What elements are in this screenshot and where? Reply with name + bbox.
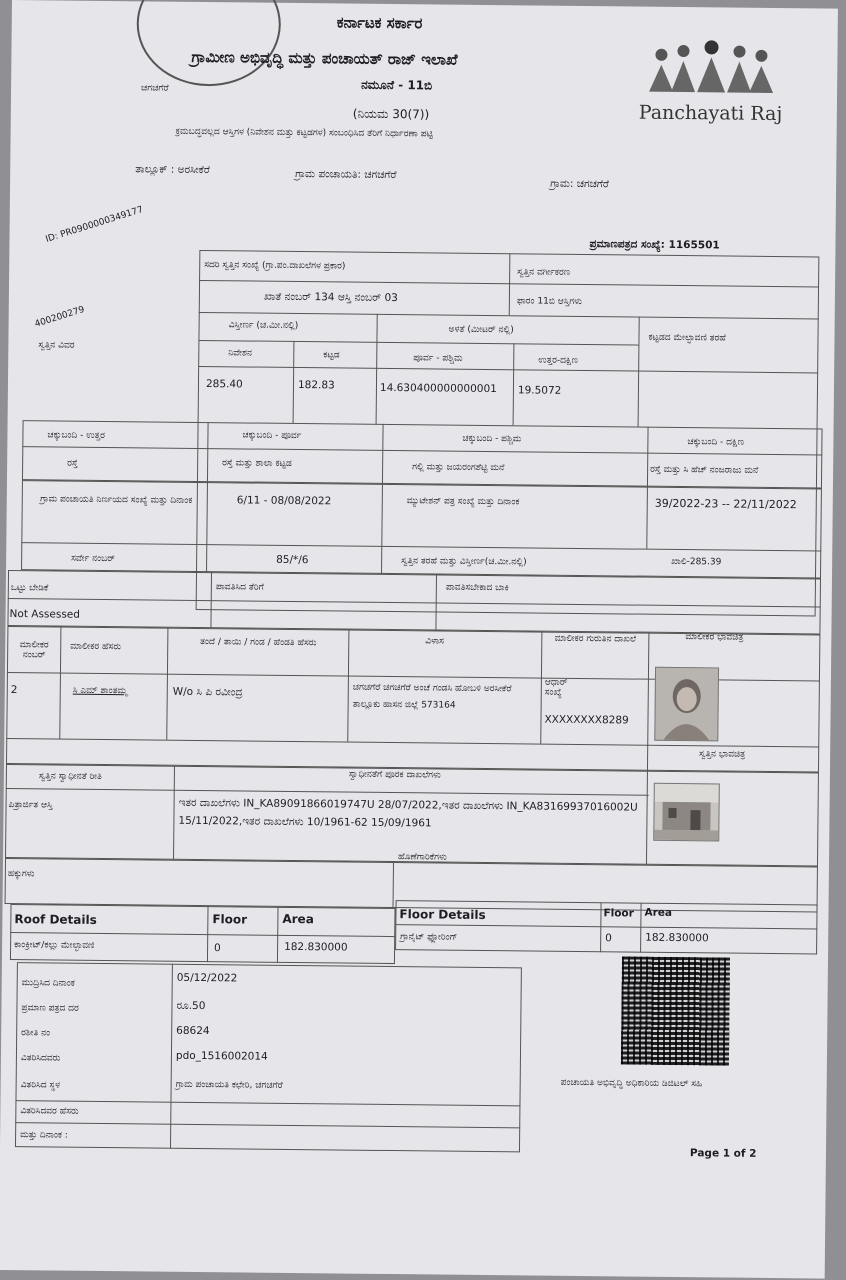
- paid-label: ಪಾವತಿಸಿದ ತೆರಿಗೆ: [215, 582, 264, 593]
- digital-signature-text: ಪಂಚಾಯತಿ ಅಭಿವೃದ್ಧಿ ಅಧಿಕಾರಿಯ ಡಿಜಿಟಲ್ ಸಹಿ: [560, 1077, 703, 1090]
- property-type: ಫಾರಂ 11ಬಿ ಆಸ್ತಿಗಳು: [516, 296, 582, 307]
- logo-text: Panchayati Raj: [638, 101, 783, 126]
- ns-label: ಉತ್ತರ-ದಕ್ಷಿಣ: [538, 355, 578, 366]
- type-area-label: ಸ್ವತ್ತಿನ ತರಹೆ ಮತ್ತು ವಿಸ್ತೀರ್ಣ(ಚ.ಮೀ.ನಲ್ಲಿ): [401, 556, 527, 568]
- floor-floor-header: Floor: [603, 907, 634, 920]
- place-value: ಗ್ರಾಮ ಪಂಚಾಯತಿ ಕಛೇರಿ, ಚಗಚಗೆರೆ: [175, 1079, 283, 1091]
- dims-label: ಅಳತೆ (ಮೀಟರ್ ನಲ್ಲಿ): [448, 324, 514, 336]
- owner-photo-label: ಮಾಲೀಕರ ಭಾವಚಿತ್ರ: [685, 632, 744, 643]
- owner-address: ಚಗಚಗೆರೆ ಚಗಚಗೆರೆ ಅಂಚೆ ಗಂಡಸಿ ಹೋಬಳಿ ಅರಸೀಕೆರೆ ತಾಲ್ಲೂಕು ಹಾಸನ ಜಿಲ್ಲೆ 573164: [352, 682, 512, 711]
- west-value: ಗಲ್ಲಿ ಮತ್ತು ಜಯರಂಗಶೆಟ್ಟಿ ಮನೆ: [412, 462, 505, 474]
- resolution-label: ಗ್ರಾಮ ಪಂಚಾಯತಿ ನಿರ್ಣಯದ ಸಂಖ್ಯೆ ಮತ್ತು ದಿನಾಂಕ: [40, 494, 193, 506]
- roof-area: 182.830000: [284, 940, 348, 954]
- property-number-label: ಸದರಿ ಸ್ವತ್ತಿನ ಸಂಖ್ಯೆ (ಗ್ರಾ.ಪಂ.ದಾಖಲೆಗಳ ಪ್ರಕಾರ): [204, 260, 346, 272]
- village-text: ಗ್ರಾಮ: ಚಗಚಗೆರೆ: [550, 177, 609, 191]
- roof-details-title: Roof Details: [14, 912, 97, 927]
- mutation-value: 39/2022-23 -- 22/11/2022: [654, 496, 797, 512]
- property-photo-label: ಸ್ವತ್ತಿನ ಭಾವಚಿತ್ರ: [699, 749, 746, 760]
- roof-floor: 0: [214, 942, 221, 955]
- north-value: ರಸ್ತೆ: [67, 458, 78, 469]
- fee-label: ಪ್ರಮಾಣ ಪತ್ರದ ದರ: [21, 1003, 79, 1014]
- id-doc-label: ಮಾಲೀಕರ ಗುರುತಿನ ದಾಖಲೆ: [554, 633, 637, 645]
- owner-name-label: ಮಾಲೀಕರ ಹೆಸರು: [70, 641, 122, 653]
- demand-value: Not Assessed: [9, 608, 81, 621]
- owner-name: ಸಿ ಎಮ್ ಶಾಂತಮ್ಮ: [72, 685, 128, 697]
- area-label: ವಿಸ್ತೀರ್ಣ (ಚ.ಮೀ.ನಲ್ಲಿ): [228, 320, 299, 332]
- panchayati-raj-logo-icon: [641, 37, 782, 98]
- site-area: 285.40: [205, 378, 243, 391]
- issuer-value: pdo_1516002014: [175, 1049, 268, 1063]
- receipt-number: 68624: [176, 1024, 210, 1038]
- boundaries-table: [22, 420, 823, 488]
- building-area: 182.83: [297, 379, 335, 392]
- property-type-label: ಸ್ವತ್ತಿನ ವರ್ಗೀಕರಣ: [517, 267, 571, 278]
- survey-label: ಸರ್ವೇ ನಂಬರ್: [71, 553, 116, 565]
- property-number: ಖಾತೆ ನಂಬರ್ 134 ಆಸ್ತಿ ನಂಬರ್ 03: [263, 290, 398, 305]
- floor-details-title: Floor Details: [399, 907, 486, 923]
- issuer-label: ವಿತರಿಸಿದವರು: [20, 1053, 61, 1064]
- property-photo: [653, 783, 720, 842]
- stamp-text: ಚಗಚಗೆರೆ: [141, 83, 169, 94]
- receipt-label: ರಶೀತಿ ನಂ: [21, 1028, 51, 1039]
- floor-floor: 0: [605, 932, 612, 945]
- form-title: ನಮೂನೆ - 11ಬಿ: [361, 77, 433, 93]
- type-area-value: ಖಾಲಿ-285.39: [671, 556, 722, 568]
- east-value: ರಸ್ತೆ ಮತ್ತು ಶಾಲಾ ಕಟ್ಟಡ: [222, 458, 292, 469]
- north-label: ಚಕ್ಕುಬಂದಿ - ಉತ್ತರ: [47, 430, 105, 441]
- mutation-label: ಮ್ಯುಟೇಶನ್ ಪತ್ರ ಸಂಖ್ಯೆ ಮತ್ತು ದಿನಾಂಕ: [406, 496, 520, 508]
- gp-text: ಗ್ರಾಮ ಪಂಚಾಯತಿ: ಚಗಚಗೆರೆ: [295, 167, 397, 182]
- fee-value: ರೂ.50: [176, 999, 206, 1013]
- id-doc-value: XXXXXXXX8289: [544, 713, 629, 727]
- acquisition-mode: ಪಿತ್ರಾರ್ಜಿತ ಆಸ್ತಿ: [8, 800, 53, 811]
- roof-type: ಕಾಂಕ್ರೀಟ್/ಕಲ್ಲು ಮೇಲ್ಛಾವಣಿ: [14, 940, 95, 951]
- rule-text: (ನಿಯಮ 30(7)): [352, 106, 430, 122]
- id-number: ID: PR0900000349177: [44, 204, 145, 245]
- dept-title: ಗ್ರಾಮೀಣ ಅಭಿವೃದ್ಧಿ ಮತ್ತು ಪಂಚಾಯತ್ ರಾಜ್ ಇಲಾಖೆ: [191, 47, 458, 69]
- roof-area-header: Area: [282, 911, 314, 927]
- relation-label: ತಂದೆ / ತಾಯಿ / ಗಂಡ / ಹೆಂಡತಿ ಹೆಸರು: [200, 637, 317, 649]
- resolution-value: 6/11 - 08/08/2022: [236, 494, 332, 508]
- certificate-number: ಪ್ರಮಾಣಪತ್ರದ ಸಂಖ್ಯೆ: 1165501: [589, 238, 720, 252]
- west-label: ಚಕ್ಕುಬಂದಿ - ಪಶ್ಚಿಮ: [462, 433, 522, 445]
- roof-floor-header: Floor: [212, 912, 248, 927]
- south-value: ರಸ್ತೆ ಮತ್ತು ಸಿ ಹೆಚ್ ನಂಜರಾಜು ಮನೆ: [650, 464, 759, 476]
- taluk-text: ತಾಲ್ಲೂಕ್ : ಅರಸೀಕೆರೆ: [135, 163, 210, 177]
- owner-photo: [654, 667, 719, 742]
- print-date: 05/12/2022: [176, 971, 238, 985]
- floor-area-header: Area: [644, 906, 673, 919]
- place-label: ವಿತರಿಸಿದ ಸ್ಥಳ: [20, 1080, 61, 1091]
- supporting-docs-label: ಸ್ವಾಧೀನತೆಗೆ ಪೂರಕ ದಾಖಲೆಗಳು: [348, 769, 441, 781]
- floor-area: 182.830000: [645, 931, 709, 945]
- ns-dimension: 19.5072: [517, 384, 562, 397]
- floor-type: ಗ್ರಾನೈಟ್ ಫ್ಲೋರಿಂಗ್: [400, 932, 458, 943]
- issuer-name-label: ವಿತರಿಸಿದವರ ಹೆಸರು: [20, 1106, 79, 1117]
- and-date-label: ಮತ್ತು ದಿನಾಂಕ :: [20, 1130, 68, 1141]
- demand-label: ಒಟ್ಟು ಬೇಡಿಕೆ: [10, 583, 49, 594]
- rights-label: ಹಕ್ಕುಗಳು: [7, 869, 35, 880]
- govt-title: ಕರ್ನಾಟಕ ಸರ್ಕಾರ: [336, 13, 423, 33]
- site-label: ನಿವೇಶನ: [228, 348, 253, 359]
- owner-number: 2: [10, 684, 18, 697]
- east-label: ಚಕ್ಕುಬಂದಿ - ಪೂರ್ವ: [242, 430, 302, 442]
- ew-label: ಪೂರ್ವ - ಪಶ್ಚಿಮ: [413, 353, 463, 364]
- supporting-docs: ಇತರ ದಾಖಲೆಗಳು IN_KA89091866019747U 28/07/2022,ಇತರ ದಾಖಲೆಗಳು IN_KA83169937016002U 15/11/2022,ಇತರ ದಾಖಲೆಗಳು 10/1961-62 15/09/1961: [178, 796, 638, 830]
- south-label: ಚಕ್ಕುಬಂದಿ - ದಕ್ಷಿಣ: [687, 437, 745, 448]
- office-stamp: [136, 0, 281, 87]
- due-label: ಪಾವತಿಸಬೇಕಾದ ಬಾಕಿ: [445, 582, 509, 594]
- subtitle-text: ಕ್ರಮಬದ್ಧವಲ್ಲದ ಆಸ್ತಿಗಳ (ನಿವೇಶನ ಮತ್ತು ಕಟ್ಟಡಗಳ) ಸಂಬಂಧಿಸಿದ ತೆರಿಗೆ ನಿರ್ಧಾರಣಾ ಪಟ್ಟಿ: [175, 126, 434, 140]
- left-column-label: ಸ್ವತ್ತಿನ ವಿವರ: [38, 340, 75, 351]
- print-date-label: ಮುದ್ರಿಸಿದ ದಿನಾಂಕ: [21, 978, 75, 989]
- qr-code-icon: [621, 956, 730, 1065]
- page-number: Page 1 of 2: [689, 1147, 757, 1160]
- address-label: ವಿಳಾಸ: [425, 636, 445, 647]
- owner-relation: W/o ಸಿ ಪಿ ರವೀಂದ್ರ: [172, 685, 243, 699]
- survey-value: 85/*/6: [276, 553, 309, 567]
- owner-no-label: ಮಾಲೀಕರ ನಂಬರ್: [19, 640, 49, 661]
- roof-type-label: ಕಟ್ಟಡದ ಮೇಲ್ಛಾವಣಿ ತರಹೆ: [648, 332, 726, 344]
- ew-dimension: 14.630400000000001: [379, 381, 497, 396]
- liabilities-label: ಹೊಣೆಗಾರಿಕೆಗಳು: [397, 852, 447, 863]
- id-number-2: 400200279: [33, 304, 86, 330]
- acquisition-mode-label: ಸ್ವತ್ತಿನ ಸ್ವಾಧೀನತೆ ರೀತಿ: [38, 771, 102, 782]
- id-doc-type: ಆಧಾರ್ ಸಂಖ್ಯೆ: [544, 677, 568, 698]
- building-label: ಕಟ್ಟಡ: [323, 350, 340, 361]
